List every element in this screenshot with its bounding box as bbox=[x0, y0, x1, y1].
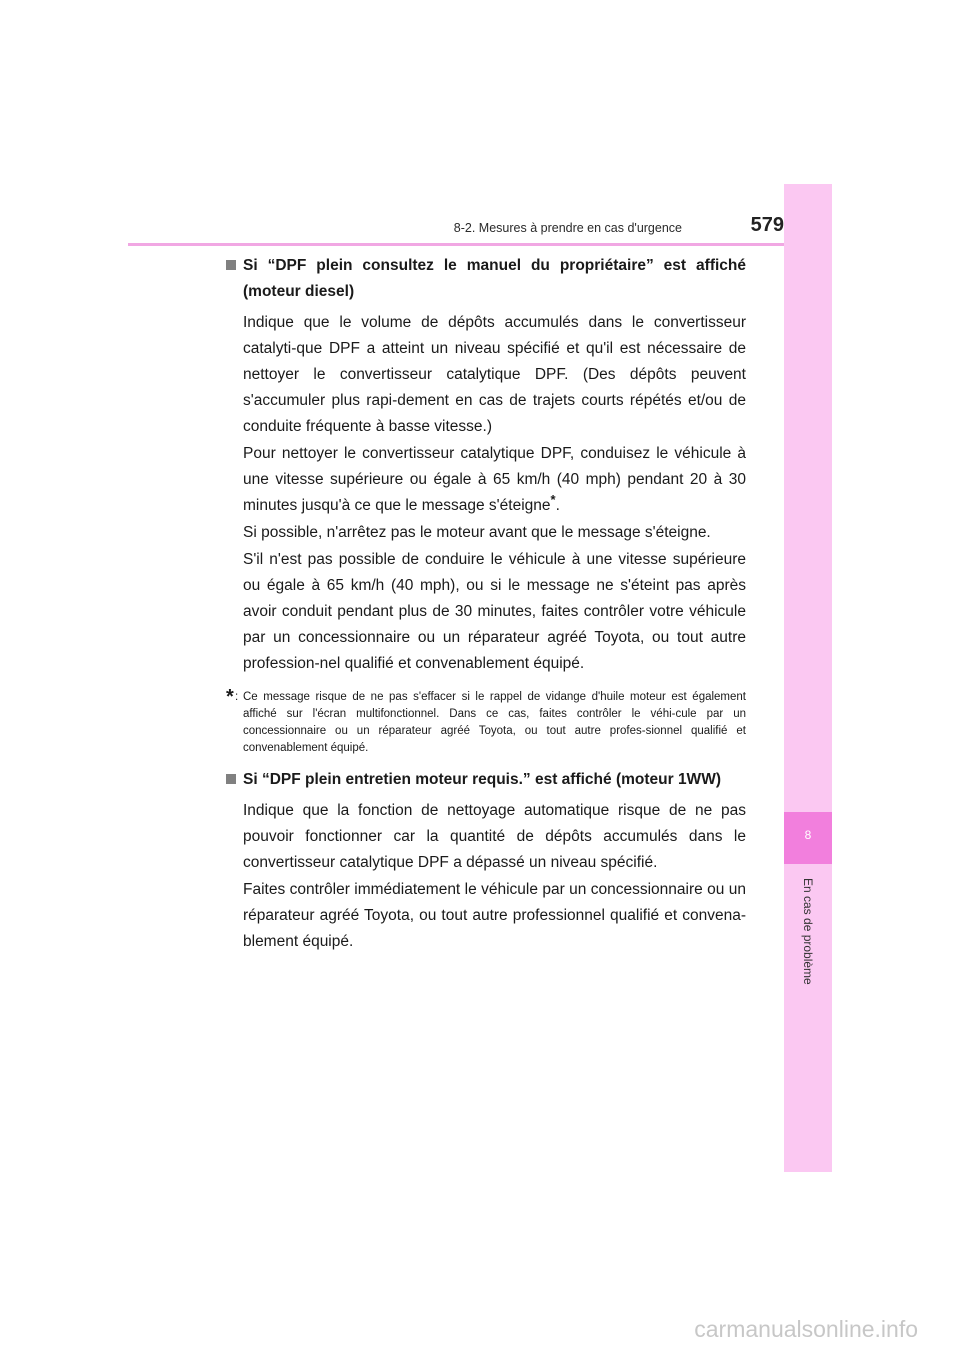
footnote-reference: * bbox=[550, 491, 556, 507]
footnote-text: Ce message risque de ne pas s'effacer si le rappel de vidange d'huile moteur est également affiché sur l'écran multifonctionnel. Dans ce cas, faites contrôler le véhi-cule par un concessionnaire ou un réparateur agréé Toyota, ou tout autre profes-sionnel qualifié et convenablement équipé. bbox=[243, 691, 746, 754]
section-heading-text: Si “DPF plein consultez le manuel du propriétaire” est affiché (moteur diesel) bbox=[243, 257, 746, 300]
square-bullet-icon bbox=[226, 774, 236, 784]
chapter-number: 8 bbox=[804, 828, 812, 842]
section-body bbox=[226, 310, 746, 677]
section-heading bbox=[226, 767, 746, 793]
watermark: carmanualsonline.info bbox=[694, 1316, 918, 1342]
section-heading bbox=[226, 253, 746, 305]
page-content bbox=[226, 253, 746, 955]
paragraph: Si possible, n'arrêtez pas le moteur avant que le message s'éteigne. bbox=[243, 524, 711, 541]
paragraph bbox=[243, 441, 746, 519]
chapter-title: En cas de problème bbox=[801, 878, 815, 985]
footnote-asterisk: * bbox=[226, 686, 234, 708]
paragraph: Faites contrôler immédiatement le véhicule par un concessionnaire ou un réparateur agréé Toyota, ou tout autre professionnel qualifié et convena-blement équipé. bbox=[243, 881, 746, 950]
footnote-colon: : bbox=[235, 691, 239, 703]
chapter-number-box bbox=[784, 812, 832, 864]
header-rule bbox=[128, 243, 832, 246]
section-heading-text: Si “DPF plein entretien moteur requis.” est affiché (moteur 1WW) bbox=[243, 771, 721, 788]
running-header-section: 8-2. Mesures à prendre en cas d'urgence bbox=[453, 221, 682, 235]
paragraph-text: Pour nettoyer le convertisseur catalytique DPF, conduisez le véhicule à une vitesse supérieure ou égale à 65 km/h (40 mph) pendant 20 à 30 minutes jusqu'à ce que le message s'éteigne bbox=[243, 445, 746, 514]
paragraph: Indique que le volume de dépôts accumulés dans le convertisseur catalyti-que DPF a atteint un niveau spécifié et qu'il est nécessaire de nettoyer le convertisseur catalytique DPF. (Des dépôts peuvent s'accumuler plus rapi-dement en cas de trajets courts répétés et/ou de conduite fréquente à basse vitesse.) bbox=[243, 314, 746, 435]
paragraph: Indique que la fonction de nettoyage automatique risque de ne pas pouvoir fonctionner car la quantité de dépôts accumulés dans le convertisseur catalytique DPF a dépassé un niveau spécifié. bbox=[243, 802, 746, 871]
section-body bbox=[226, 798, 746, 955]
square-bullet-icon bbox=[226, 260, 236, 270]
page-number: 579 bbox=[750, 214, 784, 236]
chapter-side-tab bbox=[784, 184, 832, 1172]
paragraph: S'il n'est pas possible de conduire le véhicule à une vitesse supérieure ou égale à 65 km/h (40 mph), ou si le message ne s'éteint pas après avoir conduit pendant plus de 30 minutes, faites contrôler votre véhicule par un concessionnaire ou un réparateur agréé Toyota, ou tout autre profession-nel qualifié et convenablement équipé. bbox=[243, 551, 746, 672]
sentence-period: . bbox=[555, 497, 560, 514]
footnote bbox=[226, 686, 746, 757]
